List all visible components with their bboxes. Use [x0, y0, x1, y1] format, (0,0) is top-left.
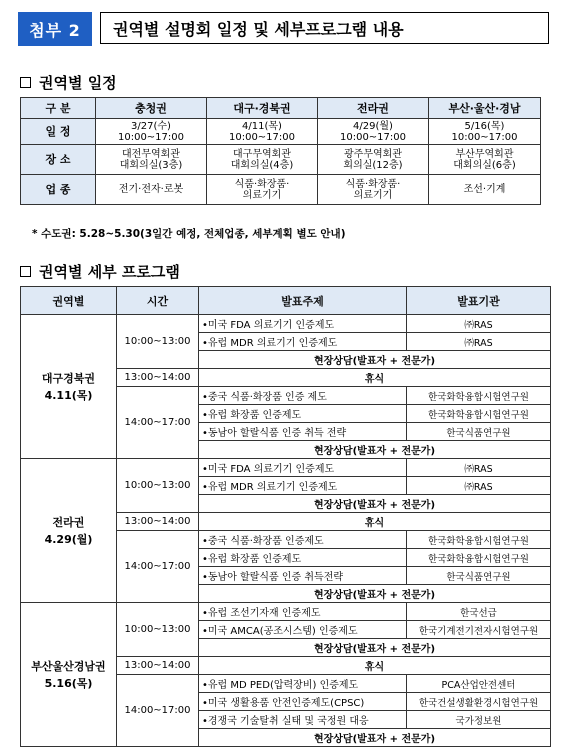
presentation-topic: •동남아 할랄식품 인증 취득전략: [199, 567, 407, 585]
schedule-cell: [96, 119, 207, 145]
presentation-topic: •미국 FDA 의료기기 인증제도: [199, 459, 407, 477]
program-header-cell: 발표기관: [407, 287, 551, 315]
schedule-cell-line: 10:00~17:00: [451, 131, 518, 143]
session-time: 14:00~17:00: [117, 531, 199, 603]
program-row: [21, 603, 551, 621]
session-time: 13:00~14:00: [117, 369, 199, 387]
presenting-organization: 국가정보원: [407, 711, 551, 729]
program-row: [21, 315, 551, 333]
section-regional-program: [20, 261, 180, 282]
schedule-cell: [96, 175, 207, 205]
schedule-cell-line: 식품·화장품·: [345, 178, 401, 190]
consultation-cell: 현장상담(발표자 + 전문가): [199, 585, 551, 603]
schedule-header-cell: 구 분: [21, 98, 96, 119]
schedule-cell-line: 3/27(수): [131, 120, 171, 132]
schedule-cell: [207, 145, 318, 175]
break-cell: 휴식: [199, 369, 551, 387]
presentation-topic: •유럽 MDR 의료기기 인증제도: [199, 333, 407, 351]
presenting-organization: 한국선급: [407, 603, 551, 621]
presenting-organization: ㈜RAS: [407, 315, 551, 333]
break-cell: 휴식: [199, 657, 551, 675]
presenting-organization: 한국식품연구원: [407, 423, 551, 441]
section-title: 권역별 일정: [39, 74, 117, 92]
presenting-organization: 한국식품연구원: [407, 567, 551, 585]
schedule-cell: [96, 145, 207, 175]
region-cell: [21, 315, 117, 459]
schedule-cell: [207, 119, 318, 145]
presentation-topic: •미국 AMCA(공조시스템) 인증제도: [199, 621, 407, 639]
session-time: 13:00~14:00: [117, 513, 199, 531]
schedule-cell-line: 대회의실(6층): [453, 159, 516, 171]
consultation-cell: 현장상담(발표자 + 전문가): [199, 351, 551, 369]
schedule-cell-line: 의료기기: [353, 189, 393, 201]
session-time: 14:00~17:00: [117, 675, 199, 747]
consultation-cell: 현장상담(발표자 + 전문가): [199, 639, 551, 657]
schedule-cell: [318, 145, 429, 175]
schedule-header-cell: 전라권: [318, 98, 429, 119]
schedule-header-cell: 부산·울산·경남: [429, 98, 541, 119]
session-time: 10:00~13:00: [117, 459, 199, 513]
schedule-cell-line: 대회의실(3층): [119, 159, 183, 171]
consultation-cell: 현장상담(발표자 + 전문가): [199, 441, 551, 459]
presenting-organization: 한국기계전기전자시험연구원: [407, 621, 551, 639]
program-header-row: [21, 287, 551, 315]
capital-area-note: * 수도권: 5.28~5.30(3일간 예정, 전체업종, 세부계획 별도 안내): [32, 228, 346, 240]
schedule-cell: [207, 175, 318, 205]
presentation-topic: •동남아 할랄식품 인증 취득 전략: [199, 423, 407, 441]
program-table: [20, 286, 551, 747]
presenting-organization: PCA산업안전센터: [407, 675, 551, 693]
schedule-header-row: [21, 98, 541, 119]
presentation-topic: •미국 생활용품 안전인증제도(CPSC): [199, 693, 407, 711]
session-time: 10:00~13:00: [117, 603, 199, 657]
schedule-cell: [318, 175, 429, 205]
session-time: 14:00~17:00: [117, 387, 199, 459]
schedule-cell-line: 조선·기계: [463, 184, 506, 195]
region-name: 부산울산경남권: [31, 659, 106, 673]
section-title: 권역별 세부 프로그램: [39, 263, 180, 281]
schedule-cell-line: 대회의실(4층): [230, 159, 294, 171]
region-cell: [21, 459, 117, 603]
presenting-organization: 한국화학융합시험연구원: [407, 531, 551, 549]
presentation-topic: •유럽 조선기자재 인증제도: [199, 603, 407, 621]
schedule-row-label: 일 정: [21, 119, 96, 145]
schedule-header-cell: 충청권: [96, 98, 207, 119]
schedule-cell-line: 의료기기: [242, 189, 282, 201]
schedule-row-label: 업 종: [21, 175, 96, 205]
consultation-cell: 현장상담(발표자 + 전문가): [199, 729, 551, 747]
schedule-row: [21, 119, 541, 145]
schedule-cell: [318, 119, 429, 145]
schedule-row: [21, 145, 541, 175]
region-name: 대구경북권: [41, 371, 96, 385]
region-date: 4.29(월): [44, 532, 93, 546]
schedule-cell-line: 부산무역회관: [455, 148, 514, 160]
schedule-cell-line: 4/29(월): [353, 120, 393, 132]
document-title: 권역별 설명회 일정 및 세부프로그램 내용: [100, 12, 549, 44]
schedule-cell: [429, 175, 541, 205]
program-header-cell: 시간: [117, 287, 199, 315]
presenting-organization: 한국화학융합시험연구원: [407, 549, 551, 567]
presentation-topic: •유럽 화장품 인증제도: [199, 405, 407, 423]
presentation-topic: •중국 식품·화장품 인증 제도: [199, 387, 407, 405]
presentation-topic: •중국 식품·화장품 인증제도: [199, 531, 407, 549]
schedule-cell-line: 10:00~17:00: [339, 131, 406, 143]
presenting-organization: 한국화학융합시험연구원: [407, 405, 551, 423]
session-time: 13:00~14:00: [117, 657, 199, 675]
presenting-organization: 한국건설생활환경시험연구원: [407, 693, 551, 711]
presentation-topic: •유럽 화장품 인증제도: [199, 549, 407, 567]
schedule-cell-line: 10:00~17:00: [228, 131, 295, 143]
schedule-cell: [429, 145, 541, 175]
checkbox-square-icon: [20, 266, 31, 277]
schedule-row-label: 장 소: [21, 145, 96, 175]
presenting-organization: ㈜RAS: [407, 459, 551, 477]
schedule-cell-line: 대전무역회관: [122, 148, 180, 160]
schedule-cell: [429, 119, 541, 145]
presenting-organization: ㈜RAS: [407, 477, 551, 495]
presentation-topic: •경쟁국 기술탈취 실태 및 국정원 대응: [199, 711, 407, 729]
region-date: 4.11(목): [44, 388, 93, 402]
schedule-cell-line: 식품·화장품·: [234, 178, 290, 190]
region-cell: [21, 603, 117, 747]
program-header-cell: 발표주제: [199, 287, 407, 315]
presentation-topic: •미국 FDA 의료기기 인증제도: [199, 315, 407, 333]
schedule-cell-line: 5/16(목): [464, 120, 505, 132]
presenting-organization: 한국화학융합시험연구원: [407, 387, 551, 405]
presentation-topic: •유럽 MD PED(압력장비) 인증제도: [199, 675, 407, 693]
attachment-header: [18, 12, 551, 46]
attachment-badge: 첨부 2: [18, 12, 92, 46]
section-regional-schedule: [20, 72, 117, 93]
region-name: 전라권: [52, 515, 85, 529]
consultation-cell: 현장상담(발표자 + 전문가): [199, 495, 551, 513]
schedule-table: [20, 97, 541, 205]
program-header-cell: 권역별: [21, 287, 117, 315]
program-row: [21, 459, 551, 477]
schedule-cell-line: 4/11(목): [242, 120, 282, 132]
presenting-organization: ㈜RAS: [407, 333, 551, 351]
schedule-cell-line: 전기·전자·로봇: [118, 184, 184, 195]
break-cell: 휴식: [199, 513, 551, 531]
session-time: 10:00~13:00: [117, 315, 199, 369]
presentation-topic: •유럽 MDR 의료기기 인증제도: [199, 477, 407, 495]
schedule-cell-line: 광주무역회관: [344, 148, 402, 160]
schedule-cell-line: 대구무역회관: [233, 148, 291, 160]
region-date: 5.16(목): [44, 676, 93, 690]
schedule-header-cell: 대구·경북권: [207, 98, 318, 119]
schedule-row: [21, 175, 541, 205]
checkbox-square-icon: [20, 77, 31, 88]
schedule-cell-line: 10:00~17:00: [117, 131, 184, 143]
schedule-cell-line: 회의실(12층): [343, 159, 403, 171]
